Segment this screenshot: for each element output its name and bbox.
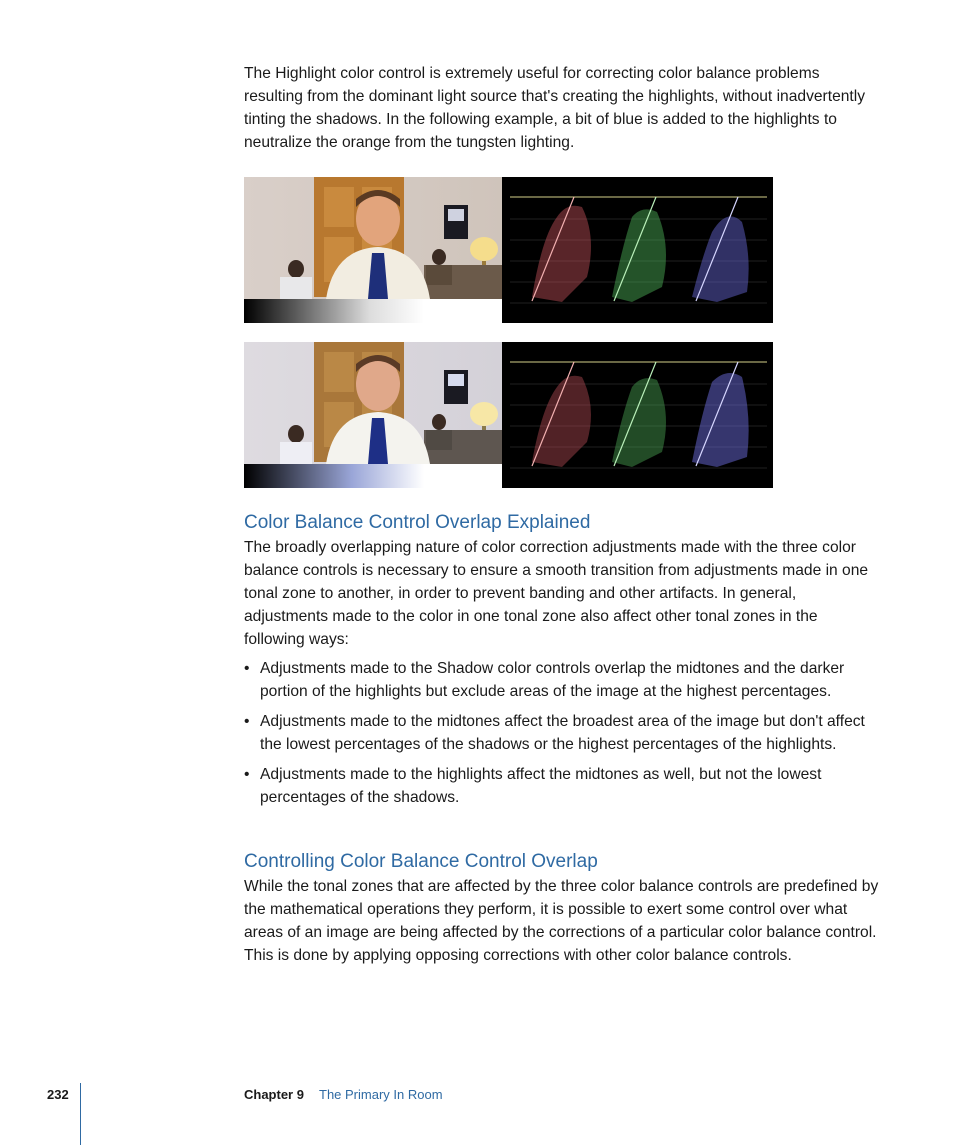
overlap-bullet-list xyxy=(244,657,880,816)
page-number: 232 xyxy=(47,1087,69,1102)
video-frame-after xyxy=(244,342,502,488)
rgb-parade-scope-before xyxy=(502,177,773,323)
list-item: • Adjustments made to the Shadow color controls overlap the midtones and the darker portion of the highlights but exclude areas of the image at the highest percentages. xyxy=(244,657,880,703)
figure-after-correction xyxy=(244,342,773,488)
footer-chapter-title: The Primary In Room xyxy=(319,1087,443,1102)
controlling-overlap-paragraph: While the tonal zones that are affected by the three color balance controls are predefined by the mathematical operations they perform, it is possible to exert some control over what areas of an image are being affected by the corrections of a particular color balance control. This is done by applying opposing corrections with other color balance controls. xyxy=(244,878,879,964)
bullet-icon: • xyxy=(244,766,250,783)
overlap-explained-paragraph: The broadly overlapping nature of color correction adjustments made with the three color balance controls is necessary to ensure a smooth transition from adjustments made in one tonal zone to another, in order to prevent banding and other artifacts. In general, adjustments made to the color in one tonal zone also affect other tonal zones in the following ways: xyxy=(244,539,869,648)
bullet-icon: • xyxy=(244,660,250,677)
footer-chapter: Chapter 9 xyxy=(244,1087,304,1102)
section-heading-overlap-explained: Color Balance Control Overlap Explained xyxy=(244,512,591,533)
video-frame-before xyxy=(244,177,502,323)
section-heading-controlling-overlap: Controlling Color Balance Control Overlap xyxy=(244,851,598,872)
figure-before-correction xyxy=(244,177,773,323)
footer-divider xyxy=(80,1083,81,1145)
list-item: • Adjustments made to the highlights affect the midtones as well, but not the lowest percentages of the shadows. xyxy=(244,763,880,809)
rgb-parade-scope-after xyxy=(502,342,773,488)
intro-paragraph: The Highlight color control is extremely useful for correcting color balance problems resulting from the dominant light source that's creating the highlights, without inadvertently tinting the shadows. In the following example, a bit of blue is added to the highlights to neutralize the orange from the tungsten lighting. xyxy=(244,65,866,151)
list-item: • Adjustments made to the midtones affect the broadest area of the image but don't affect the lowest percentages of the shadows or the highest percentages of the highlights. xyxy=(244,710,880,756)
bullet-icon: • xyxy=(244,713,250,730)
